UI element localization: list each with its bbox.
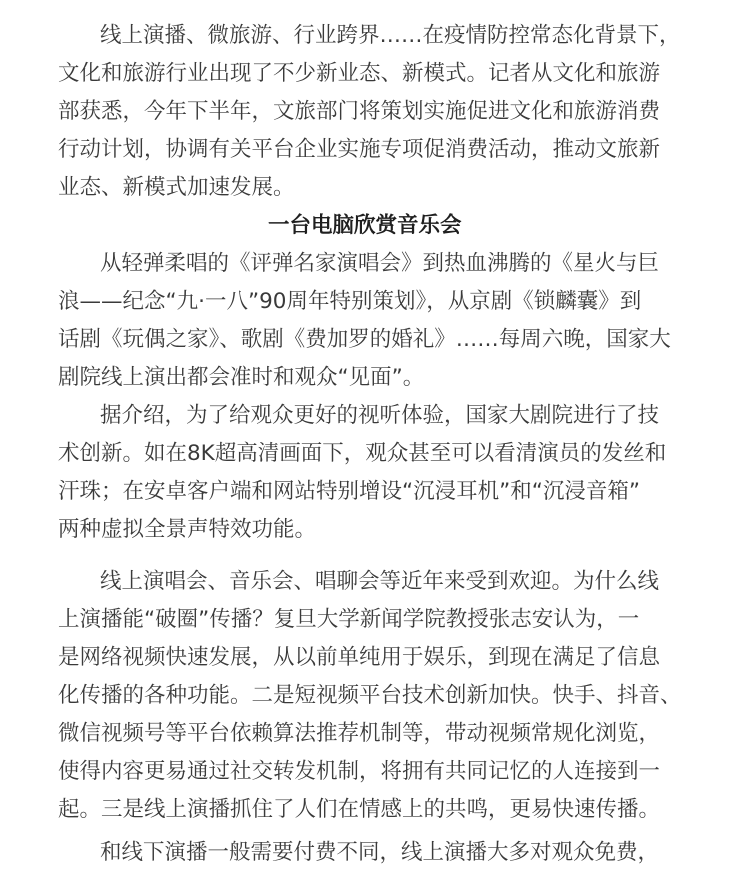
paragraph-4-line-1: 线上演唱会、音乐会、唱聊会等近年来受到欢迎。为什么线: [100, 569, 660, 594]
paragraph-1-line-1: 线上演播、微旅游、行业跨界……在疫情防控常态化背景下，: [100, 23, 681, 48]
paragraph-2-line-2: 浪——纪念“九·一八”90周年特别策划》，从京剧《锁麟囊》到: [58, 289, 642, 314]
paragraph-4-line-5: 微信视频号等平台依赖算法推荐机制等，带动视频常规化浏览，: [58, 721, 661, 746]
paragraph-3-line-4: 两种虚拟全景声特效功能。: [58, 517, 317, 542]
paragraph-1-line-2: 文化和旅游行业出现了不少新业态、新模式。记者从文化和旅游: [58, 61, 661, 86]
paragraph-3-line-2: 术创新。如在8K超高清画面下，观众甚至可以看清演员的发丝和: [58, 441, 667, 466]
paragraph-3-line-3: 汗珠；在安卓客户端和网站特别增设“沉浸耳机”和“沉浸音箱”: [58, 479, 641, 504]
paragraph-4-line-2: 上演播能“破圈”传播？复旦大学新闻学院教授张志安认为，一: [58, 607, 640, 632]
paragraph-1-line-3: 部获悉，今年下半年，文旅部门将策划实施促进文化和旅游消费: [58, 99, 661, 124]
paragraph-1-line-5: 业态、新模式加速发展。: [58, 175, 295, 200]
paragraph-4-line-3: 是网络视频快速发展，从以前单纯用于娱乐，到现在满足了信息: [58, 645, 661, 670]
paragraph-1-line-4: 行动计划，协调有关平台企业实施专项促消费活动，推动文旅新: [58, 137, 661, 162]
paragraph-4-line-6: 使得内容更易通过社交转发机制，将拥有共同记忆的人连接到一: [58, 759, 661, 784]
paragraph-5-line-1: 和线下演播一般需要付费不同，线上演播大多对观众免费，: [100, 840, 660, 865]
paragraph-2-line-3: 话剧《玩偶之家》、歌剧《费加罗的婚礼》……每周六晚，国家大: [58, 327, 671, 352]
paragraph-2-line-4: 剧院线上演出都会准时和观众“见面”。: [58, 365, 425, 390]
paragraph-3-line-1: 据介绍，为了给观众更好的视听体验，国家大剧院进行了技: [100, 403, 660, 428]
paragraph-4-line-4: 化传播的各种功能。二是短视频平台技术创新加快。快手、抖音、: [58, 683, 682, 708]
section-heading: 一台电脑欣赏音乐会: [268, 213, 462, 238]
paragraph-2-line-1: 从轻弹柔唱的《评弹名家演唱会》到热血沸腾的《星火与巨: [100, 251, 660, 276]
paragraph-4-line-7: 起。三是线上演播抓住了人们在情感上的共鸣，更易快速传播。: [58, 797, 661, 822]
